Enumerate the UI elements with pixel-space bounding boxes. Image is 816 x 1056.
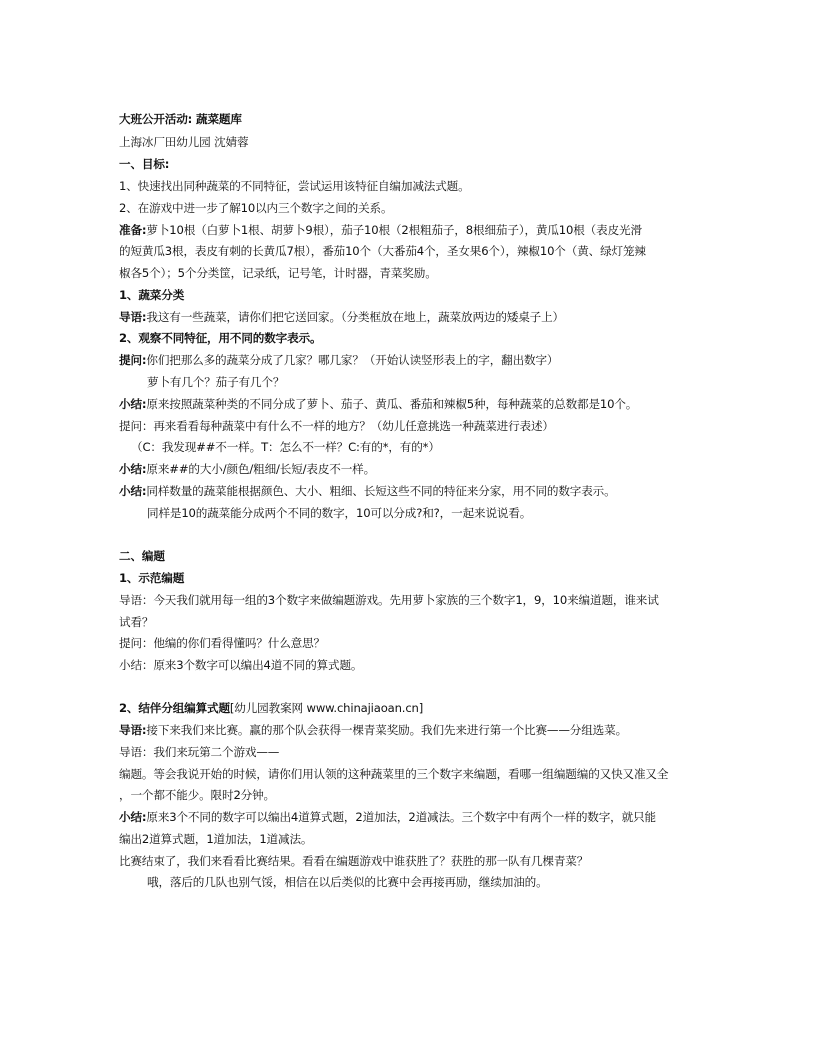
question-line [119, 352, 558, 368]
guide-line: 导语：我们来玩第二个游戏—— [119, 745, 280, 759]
summary-text: 原来按照蔬菜种类的不同分成了萝卜、茄子、黄瓜、番茄和辣椒5种，每种蔬菜的总数都是10个。 [146, 397, 638, 411]
guide-label: 导语: [119, 723, 147, 737]
part-heading: 1、蔬菜分类 [119, 288, 185, 302]
body-line: 编题。等会我说开始的时候，请你们用认领的这种蔬菜里的三个数字来编题，看哪一组编题编的又快又准又全 [119, 767, 669, 781]
dialog-line: （C：我发现##不一样。T：怎么不一样？C:有的*，有的*） [131, 440, 440, 454]
title-prefix: 大班公开活动: [119, 112, 193, 126]
guide-label: 导语: [119, 310, 147, 324]
prep-text: 萝卜10根（白萝卜1根、胡萝卜9根），茄子10根（2根粗茄子，8根细茄子），黄瓜10根（表皮光滑 [146, 223, 642, 237]
summary-line [119, 396, 637, 412]
body-line: ，一个都不能少。限时2分钟。 [119, 788, 275, 802]
guide-line [119, 722, 627, 738]
summary-line: 编出2道算式题，1道加法，1道减法。 [119, 832, 313, 846]
summary-text: 原来3个不同的数字可以编出4道算式题，2道加法，2道减法。三个数字中有两个一样的数字，就只能 [146, 810, 656, 824]
preparation-line: 的短黄瓜3根，表皮有刺的长黄瓜7根），番茄10个（大番茄4个，圣女果6个），辣椒10个（黄、绿灯笼辣 [119, 244, 646, 258]
question-line: 提问：再来看看每种蔬菜中有什么不一样的地方？（幼儿任意挑选一种蔬菜进行表述） [119, 419, 554, 433]
question-text: 你们把那么多的蔬菜分成了几家？哪几家？（开始认读竖形表上的字，翻出数字） [146, 353, 559, 367]
part-heading [119, 700, 423, 716]
part-heading: 1、示范编题 [119, 571, 185, 585]
goal-1: 1、快速找出同种蔬菜的不同特征，尝试运用该特征自编加减法式题。 [119, 179, 470, 193]
body-line: 比赛结束了，我们来看看比赛结果。看看在编题游戏中谁获胜了？获胜的那一队有几棵青菜？ [119, 854, 589, 868]
summary-line [119, 461, 375, 477]
summary-line [119, 809, 656, 825]
summary-label: 小结: [119, 462, 147, 476]
prep-label: 准备: [119, 223, 147, 237]
title-main: 蔬菜题库 [196, 112, 242, 126]
summary-line: 小结：原来3个数字可以编出4道不同的算式题。 [119, 658, 363, 672]
guide-line: 导语：今天我们就用每一组的3个数字来做编题游戏。先用萝卜家族的三个数字1，9，10来编道题，谁来试 [119, 593, 659, 607]
body-line: 同样是10的蔬菜能分成两个不同的数字，10可以分成?和?，一起来说说看。 [147, 506, 532, 520]
guide-text: 我这有一些蔬菜，请你们把它送回家。（分类框放在地上，蔬菜放两边的矮桌子上） [146, 310, 564, 324]
summary-text: 原来##的大小/颜色/粗细/长短/表皮不一样。 [146, 462, 376, 476]
part-heading-text: 2、结伴分组编算式题 [119, 701, 230, 715]
summary-line [119, 483, 616, 499]
goal-2: 2、在游戏中进一步了解10以内三个数字之间的关系。 [119, 201, 393, 215]
guide-text: 接下来我们来比赛。赢的那个队会获得一棵青菜奖励。我们先来进行第一个比赛——分组选菜。 [146, 723, 628, 737]
guide-line [119, 309, 564, 325]
summary-label: 小结: [119, 397, 147, 411]
summary-label: 小结: [119, 484, 147, 498]
source-link: [幼儿园教案网 www.chinajiaoan.cn] [229, 701, 424, 715]
preparation-line [119, 222, 642, 238]
section-heading-compose: 二、编题 [119, 549, 165, 563]
body-line: 哦，落后的几队也别气馁，相信在以后类似的比赛中会再接再励，继续加油的。 [147, 875, 548, 889]
section-heading-goals: 一、目标: [119, 157, 170, 171]
question-line: 萝卜有几个？茄子有几个？ [147, 375, 285, 389]
author-line: 上海冰厂田幼儿园 沈婧蓉 [119, 135, 249, 149]
summary-label: 小结: [119, 810, 147, 824]
part-heading: 2、观察不同特征，用不同的数字表示。 [119, 331, 322, 345]
question-label: 提问: [119, 353, 147, 367]
question-line: 提问：他编的你们看得懂吗？什么意思？ [119, 636, 325, 650]
document-title [119, 111, 242, 127]
preparation-line: 椒各5个）；5个分类筐，记录纸，记号笔，计时器，青菜奖励。 [119, 266, 437, 280]
guide-line: 试看？ [119, 615, 154, 629]
summary-text: 同样数量的蔬菜能根据颜色、大小、粗细、长短这些不同的特征来分家，用不同的数字表示。 [146, 484, 616, 498]
